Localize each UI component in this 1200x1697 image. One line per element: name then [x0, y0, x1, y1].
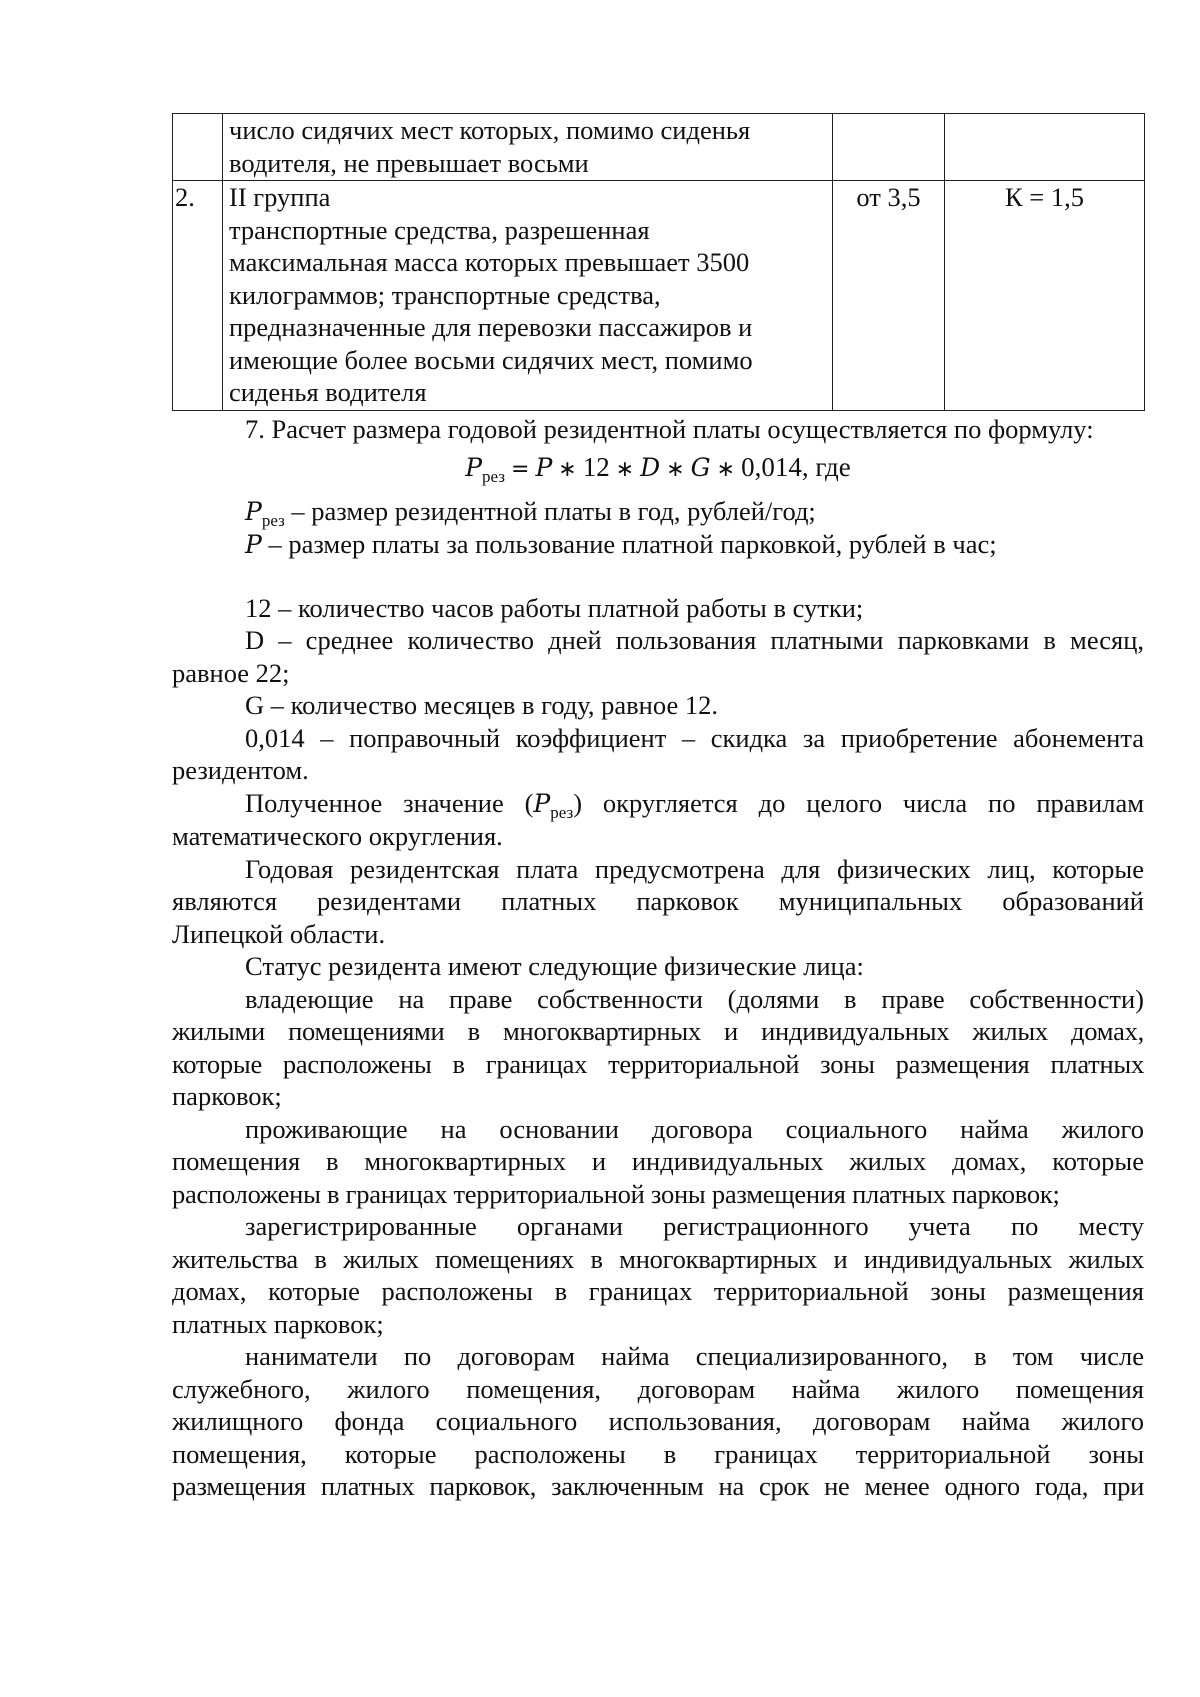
- table-cell-mass: от 3,5: [833, 181, 945, 411]
- table-cell-num: [173, 114, 223, 181]
- formula: [172, 451, 1144, 487]
- formula-operator: ∗: [666, 457, 685, 482]
- formula-operator: ∗: [615, 457, 635, 482]
- formula-symbol: D: [640, 453, 661, 482]
- formula-symbol: G: [690, 453, 711, 482]
- hirers-line: служебного, жилого помещения, договорам найма жилого помещения: [172, 1373, 1144, 1404]
- tenants-line: помещения в многоквартирных и индивидуальных жилых домах, которые: [172, 1146, 1144, 1176]
- status-intro: Статус резидента имеют следующие физические лица:: [245, 951, 864, 981]
- table-cell-line: имеющие более восьми сидячих мест, помимо: [229, 344, 753, 375]
- annual-line: Липецкой области.: [172, 918, 386, 949]
- registered-line: жительства в жилых помещениях в многоквартирных и индивидуальных жилых: [172, 1243, 1144, 1274]
- definition-text: – размер резидентной платы в год, рублей/год;: [291, 495, 816, 526]
- table-cell-line: максимальная масса которых превышает 3500: [229, 247, 750, 277]
- formula-symbol: P: [245, 496, 262, 526]
- table-cell-line: водителя, не превышает восьми: [229, 147, 589, 178]
- owners-line: парковок;: [172, 1081, 282, 1111]
- paragraph-7: 7. Расчет размера годовой резидентной платы осуществляется по формулу:: [245, 413, 1094, 444]
- registered-line: домах, которые расположены в границах территориальной зоны размещения: [172, 1276, 1144, 1306]
- definition-p-rez: [172, 495, 1144, 529]
- definition-d-line1: D – среднее количество дней пользования платными парковками в месяц,: [245, 625, 1144, 655]
- annual-line: являются резидентами платных парковок муниципальных образований: [172, 886, 1144, 916]
- formula-operator: =: [511, 457, 530, 482]
- owners-line: жилыми помещениями в многоквартирных и индивидуальных жилых домах,: [172, 1016, 1144, 1046]
- rounding-line2: математического округления.: [172, 821, 503, 851]
- formula-subscript: рез: [261, 510, 285, 530]
- hirers-line: наниматели по договорам найма специализированного, в том числе: [245, 1341, 1144, 1371]
- formula-number: 0,014: [741, 452, 802, 482]
- formula-subscript: рез: [550, 802, 574, 822]
- formula-symbol: P: [535, 453, 553, 482]
- definition-text: – размер платы за пользование платной парковкой, рублей в час;: [268, 529, 997, 559]
- definition-k-line1: 0,014 – поправочный коэффициент – скидка за приобретение абонемента: [245, 722, 1144, 753]
- table-cell-coefficient: К = 1,5: [945, 181, 1145, 411]
- rounding-text: Полученное значение (: [245, 787, 534, 818]
- tenants-line: расположены в границах территориальной зоны размещения платных парковок;: [172, 1178, 1060, 1209]
- definition-g: G – количество месяцев в году, равное 12.: [245, 690, 718, 720]
- table-cell-line: II группа: [229, 182, 331, 212]
- formula-symbol: P: [465, 453, 483, 482]
- table-cell-num: 2.: [173, 181, 223, 411]
- formula-operator: ∗: [558, 457, 577, 482]
- table-cell-description: [223, 181, 833, 411]
- table-cell-mass: [833, 114, 945, 181]
- definition-p: [172, 528, 1144, 562]
- formula-tail: , где: [801, 452, 851, 482]
- hirers-line: помещения, которые расположены в границах территориальной зоны: [172, 1438, 1144, 1469]
- definition-d-line2: равное 22;: [172, 657, 290, 688]
- table-cell-line: килограммов; транспортные средства,: [229, 279, 661, 310]
- hirers-line: размещения платных парковок, заключенным на срок не менее одного года, при: [172, 1471, 1144, 1501]
- tenants-line: проживающие на основании договора социального найма жилого: [245, 1113, 1144, 1144]
- spacer: [172, 562, 1144, 592]
- owners-line: владеющие на праве собственности (долями в праве собственности): [245, 983, 1144, 1014]
- table-cell-coefficient: [945, 114, 1145, 181]
- formula-symbol: P: [245, 530, 262, 559]
- definition-k-line2: резидентом.: [172, 755, 309, 785]
- table-row: [173, 114, 1145, 181]
- registered-line: платных парковок;: [172, 1308, 384, 1339]
- formula-symbol: P: [533, 788, 551, 818]
- table-cell-line: сиденья водителя: [229, 377, 427, 407]
- definition-12: 12 – количество часов работы платной работы в сутки;: [245, 592, 864, 623]
- hirers-line: жилищного фонда социального использования, договорам найма жилого: [172, 1406, 1144, 1436]
- rounding-text: ) округляется до целого числа по правилам: [573, 787, 1144, 818]
- table-row: [173, 181, 1145, 411]
- vehicle-group-table: [172, 113, 1145, 411]
- formula-number: 12: [582, 452, 610, 482]
- table-cell-description: [223, 114, 833, 181]
- formula-operator: ∗: [716, 457, 736, 482]
- table-cell-line: транспортные средства, разрешенная: [229, 214, 650, 245]
- annual-line: Годовая резидентская плата предусмотрена для физических лиц, которые: [245, 853, 1144, 884]
- registered-line: зарегистрированные органами регистрационного учета по месту: [245, 1211, 1144, 1241]
- table-cell-line: предназначенные для перевозки пассажиров и: [229, 312, 753, 342]
- document-page: [172, 113, 1144, 1503]
- rounding-line1: [172, 787, 1144, 821]
- owners-line: которые расположены в границах территориальной зоны размещения платных: [172, 1048, 1144, 1079]
- table-cell-line: число сидячих мест которых, помимо сиденья: [229, 115, 751, 145]
- formula-subscript: рез: [482, 467, 506, 486]
